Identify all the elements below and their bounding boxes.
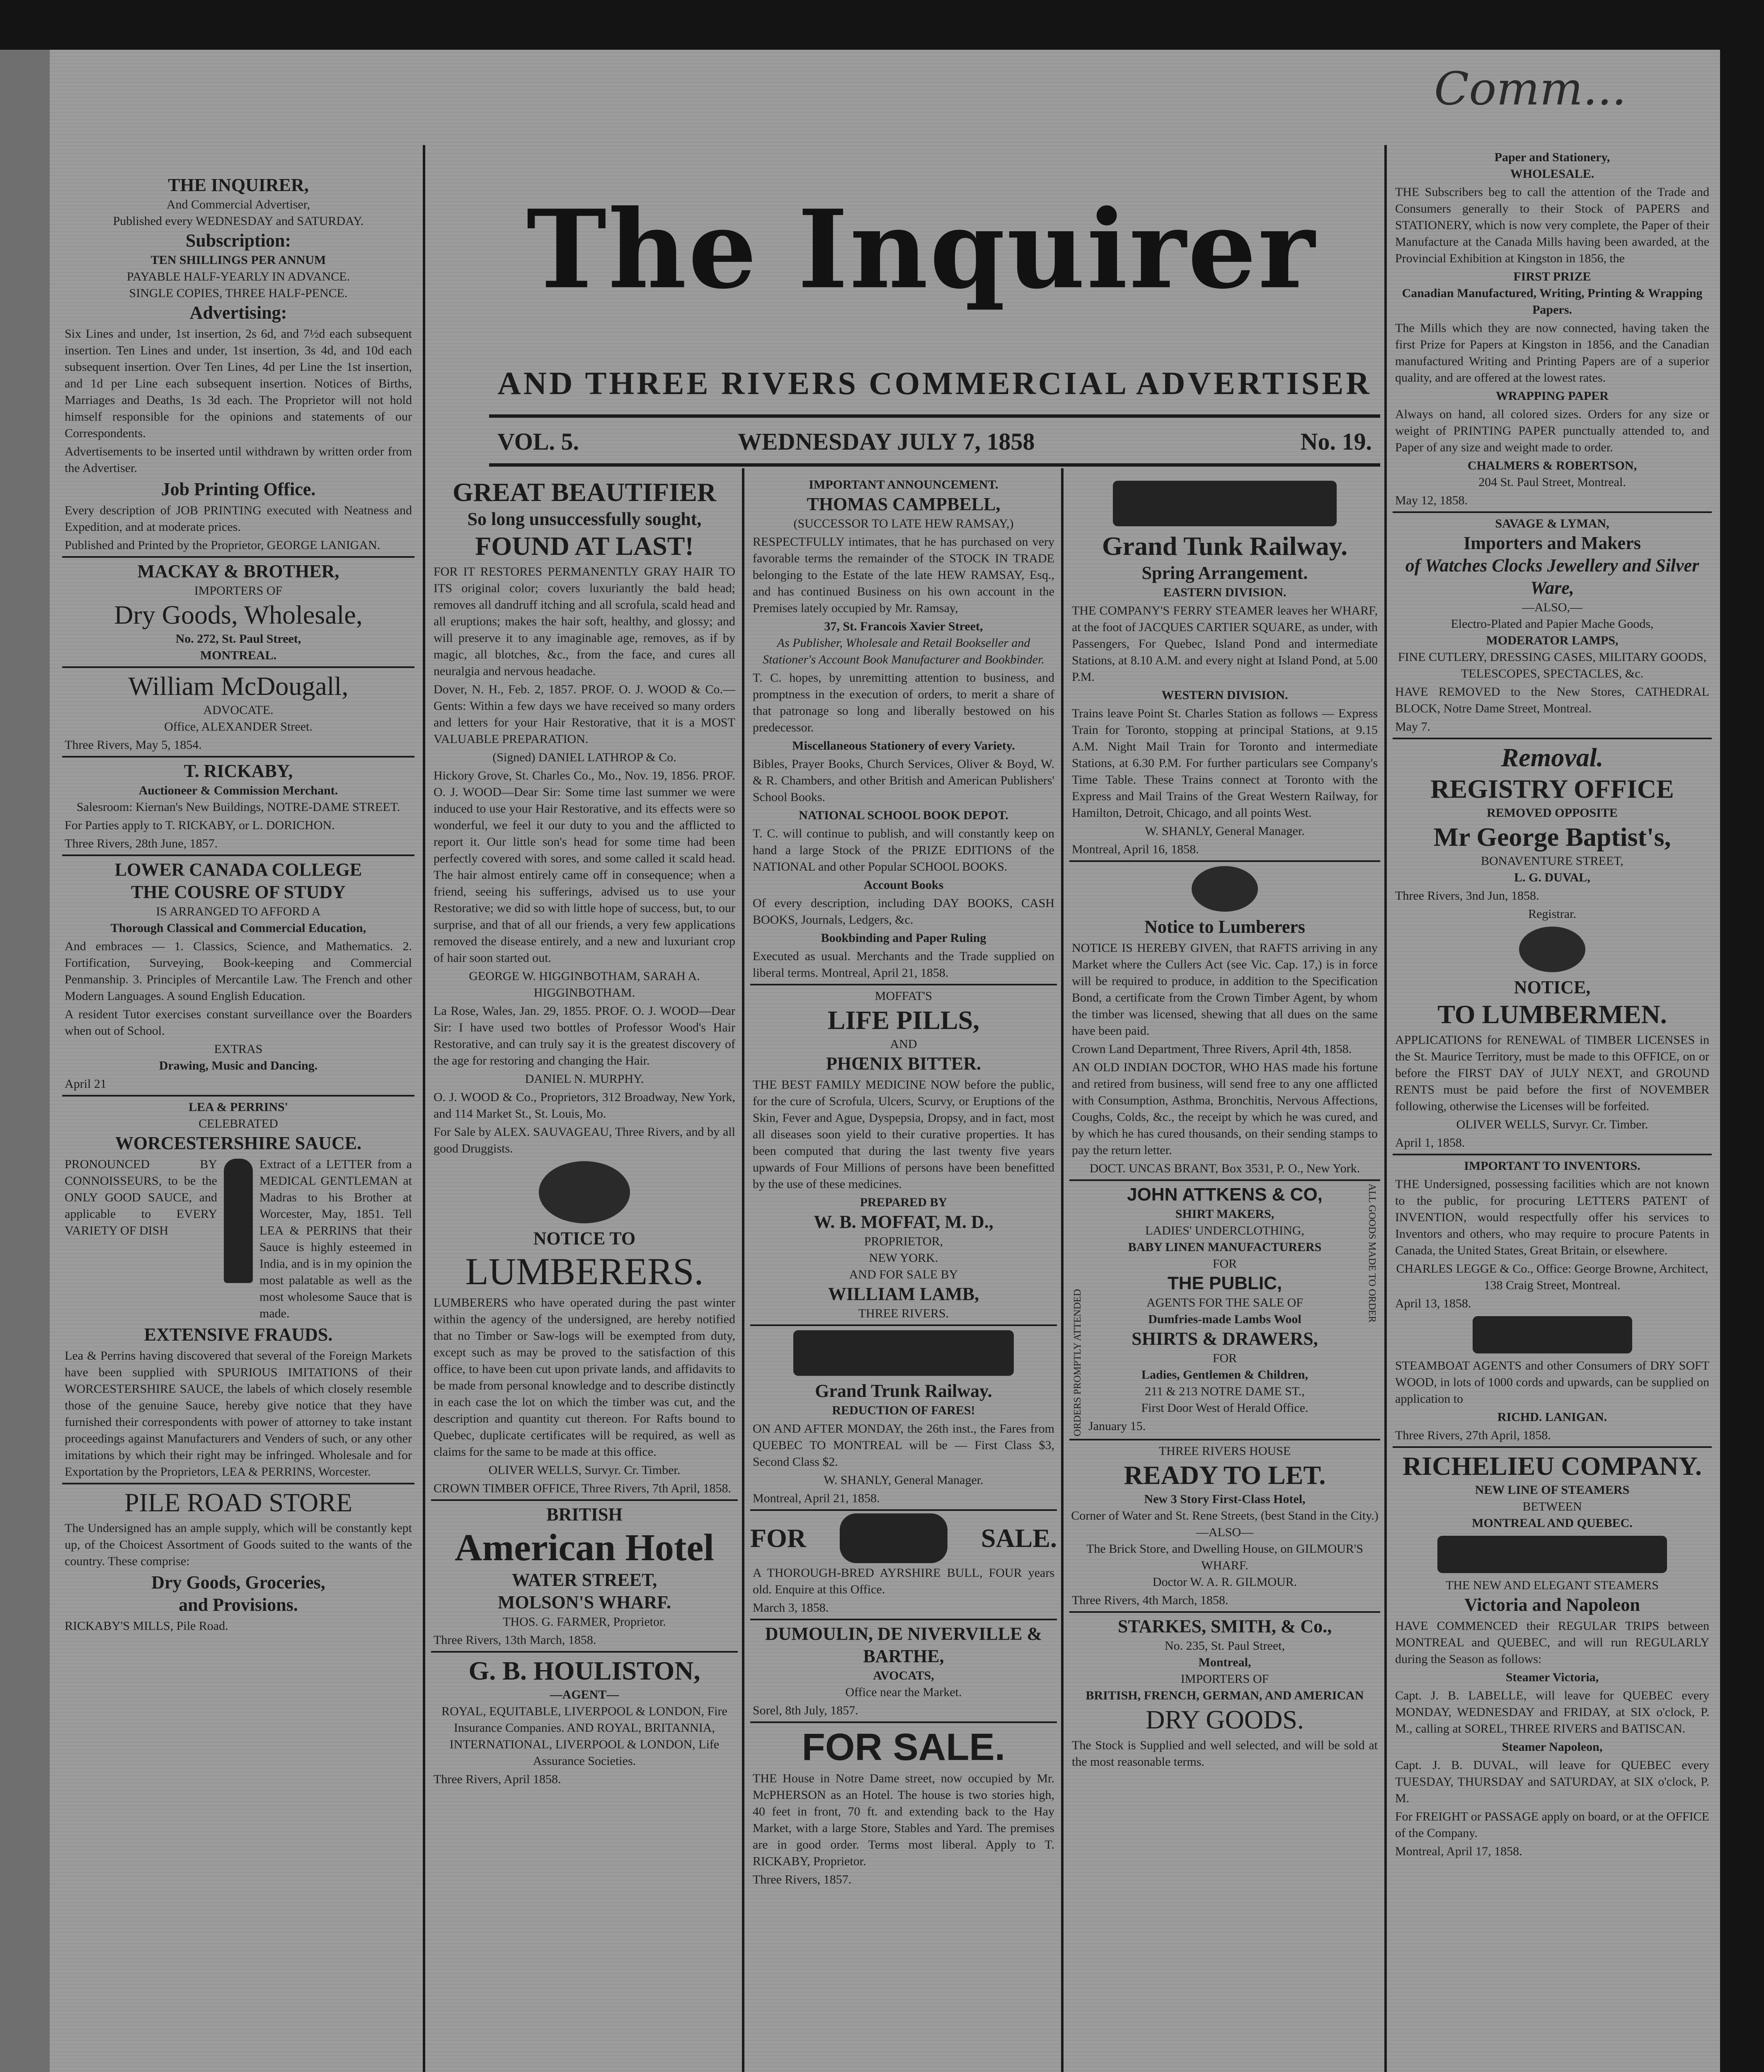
starkes-name: STARKES, SMITH, & Co., <box>1117 1616 1332 1636</box>
gilmour: Doctor W. A. R. GILMOUR. <box>1152 1575 1297 1589</box>
savage-name: SAVAGE & LYMAN, <box>1495 517 1609 530</box>
divider <box>1393 738 1712 739</box>
attkens-shirt-makers: SHIRT MAKERS, <box>1175 1207 1275 1221</box>
campbell-successor: (SUCCESSOR TO LATE HEW RAMSAY,) <box>793 517 1014 530</box>
job-office-text: Every description of JOB PRINTING executed with Neatness and Expedition, and at moderate prices. <box>65 503 412 534</box>
paper-heading: Paper and Stationery, <box>1494 150 1610 164</box>
bookbinding: Bookbinding and Paper Ruling <box>821 931 986 945</box>
gtr-fares: REDUCTION OF FARES! <box>832 1404 975 1417</box>
moffat-and: AND <box>890 1037 917 1051</box>
bull-date: March 3, 1858. <box>753 1601 829 1615</box>
bibles: Bibles, Prayer Books, Church Services, Oliver & Boyd, W. & R. Chambers, and other British and American Publishers' School Books. <box>753 757 1054 804</box>
pile-text: The Undersigned has an ample supply, which will be constantly kept up, of the Choicest Assortment of Goods suited to the wants of the country. These comprise: <box>65 1521 412 1568</box>
sauce-bottle-icon <box>224 1159 253 1283</box>
beautifier-sought: So long unsuccessfully sought, <box>467 509 702 529</box>
advertising-heading: Advertising: <box>189 303 287 323</box>
notice-heading: NOTICE, <box>1514 977 1591 997</box>
starkes-text: The Stock is Supplied and well selected, and will be sold at the most reasonable terms. <box>1072 1738 1378 1769</box>
moffat-proprietor: PROPRIETOR, <box>864 1234 943 1248</box>
issue-date: WEDNESDAY JULY 7, 1858 <box>738 428 1035 455</box>
rickaby-parties: For Parties apply to T. RICKABY, or L. DORICHON. <box>65 818 335 832</box>
announce-heading: IMPORTANT ANNOUNCEMENT. <box>809 478 998 491</box>
mcdougall-name: William McDougall, <box>128 671 349 701</box>
inventors-heading: IMPORTANT TO INVENTORS. <box>1464 1159 1640 1173</box>
lumbermen-text: APPLICATIONS for RENEWAL of TIMBER LICENSES in the St. Maurice Territory, must be made to this OFFICE, on or before the FIRST DAY of JULY NEXT, and GROUND RENTS must be paid before the first of NOVEMBER following, otherwise the Licenses will be forfeited. <box>1395 1033 1709 1113</box>
account-text: Of every description, including DAY BOOKS, CASH BOOKS, Journals, Ledgers, &c. <box>753 896 1054 927</box>
hotel-british: BRITISH <box>546 1504 623 1525</box>
attkens-name: JOHN ATTKENS & CO, <box>1127 1184 1323 1205</box>
mackay-sub: IMPORTERS OF <box>194 584 283 598</box>
college-tutor: A resident Tutor exercises constant surveillance over the Boarders when out of School. <box>65 1007 412 1038</box>
attkens-address-2: First Door West of Herald Office. <box>1141 1401 1308 1415</box>
attkens-date: January 15. <box>1088 1419 1146 1433</box>
western-sign: W. SHANLY, General Manager. <box>1145 824 1305 838</box>
chalmers-address: 204 St. Paul Street, Montreal. <box>1478 475 1626 489</box>
volume: VOL. 5. <box>497 428 579 455</box>
george-baptist: Mr George Baptist's, <box>1433 822 1671 852</box>
attkens-ad <box>1069 1184 1380 1436</box>
lumberers-notice: NOTICE TO <box>533 1228 636 1249</box>
campbell-hopes: T. C. hopes, by unremitting attention to business, and promptness in the execution of orders, to merit a share of that patronage so long and liberally bestowed on his predecessor. <box>753 671 1054 734</box>
locomotive-icon <box>793 1330 1014 1376</box>
beautifier-sign-3: DANIEL N. MURPHY. <box>525 1072 644 1086</box>
divider <box>62 556 414 558</box>
eastern-division: EASTERN DIVISION. <box>1163 586 1287 599</box>
beautifier-letter-2: Hickory Grove, St. Charles Co., Mo., Nov. 19, 1856. PROF. O. J. WOOD—Dear Sir: Some time last summer we were induced to use your Hair Restorative, and its effects were so wonderful, we feel it our duty to you and the afflicted to report it. Our little son's head for some time had been perfectly covered with sores, and some called it scald head. The hair almost entirely came off in consequence; when a friend, seeing his sufferings, advised us to use your Restorative; we did so with little hope of success, but, to our surprise, and that of all our friends, a very few applications removed the disease entirely, and a new and luxuriant crop of hair soon started out. <box>434 769 735 965</box>
inventors-date: April 13, 1858. <box>1395 1297 1471 1310</box>
moderator-lamps: MODERATOR LAMPS, <box>1486 634 1619 647</box>
mills-text: The Mills which they are now connected, having taken the first Prize for Papers at Kingston in 1856, and the Canadian manufactured Writing and Printing Papers are of a superior quality, and are offered at the lowest rates. <box>1395 321 1709 385</box>
college-education: Thorough Classical and Commercial Education, <box>110 921 366 935</box>
subscription-heading: Subscription: <box>185 230 291 251</box>
gtr-sign: W. SHANLY, General Manager. <box>824 1473 984 1487</box>
publication-days: Published every WEDNESDAY and SATURDAY. <box>113 214 364 228</box>
divider <box>1393 511 1712 513</box>
indian-doctor-text: AN OLD INDIAN DOCTOR, WHO HAS made his fortune and retired from business, will send free to any one afflicted with Consumption, Asthma, Bronchitis, Nervous Affections, Coughs, Colds, &c., the receipt by which he was cured, and by which he has cured thousands, on their sending stamps to pay the return letter. <box>1072 1060 1378 1157</box>
lumberers-notice-foot: Crown Land Department, Three Rivers, April 4th, 1858. <box>1072 1042 1352 1056</box>
starkes-importers: IMPORTERS OF <box>1180 1672 1269 1686</box>
perrins-celebrated: CELEBRATED <box>199 1117 278 1130</box>
moffat-sale: AND FOR SALE BY <box>849 1268 958 1281</box>
gtr-text: ON AND AFTER MONDAY, the 26th inst., the Fares from QUEBEC TO MONTREAL will be — First Class $3, Second Class $2. <box>753 1422 1054 1469</box>
divider <box>1393 1154 1712 1155</box>
pile-goods: Dry Goods, Groceries, <box>151 1572 325 1593</box>
advertising-note: Advertisements to be inserted until withdrawn by written order from the Advertiser. <box>65 445 412 475</box>
attkens-for: FOR <box>1212 1257 1237 1271</box>
pile-provisions: and Provisions. <box>179 1595 298 1615</box>
moffat-heading: MOFFAT'S <box>875 989 933 1003</box>
hotel-street: WATER STREET, <box>511 1570 657 1590</box>
paper-header-sub: And Commercial Advertiser, <box>166 198 310 211</box>
attkens-agents: AGENTS FOR THE SALE OF <box>1146 1296 1303 1310</box>
also-line: —ALSO— <box>1196 1525 1254 1539</box>
mcdougall-date: Three Rivers, May 5, 1854. <box>65 738 202 752</box>
college-drawing: Drawing, Music and Dancing. <box>159 1059 318 1072</box>
steamer-victoria: Steamer Victoria, <box>1505 1670 1599 1684</box>
subscription-price: TEN SHILLINGS PER ANNUM <box>150 253 326 267</box>
houliston-companies: ROYAL, EQUITABLE, LIVERPOOL & LONDON, Fire Insurance Companies. AND ROYAL, BRITANNIA, INTERNATIONAL, LIVERPOOL & LONDON, Life Assurance Societies. <box>441 1704 727 1768</box>
attkens-underclothing: LADIES' UNDERCLOTHING, <box>1145 1224 1304 1237</box>
steamboat-sign: RICHD. LANIGAN. <box>1497 1410 1607 1424</box>
gtr-heading: Grand Trunk Railway. <box>815 1381 992 1401</box>
houliston-agent: —AGENT— <box>550 1688 619 1702</box>
three-rivers-house: THREE RIVERS HOUSE <box>1158 1444 1291 1458</box>
removed-text: HAVE REMOVED to the New Stores, CATHEDRAL BLOCK, Notre Dame Street, Montreal. <box>1395 685 1709 715</box>
first-prize: FIRST PRIZE <box>1513 270 1591 283</box>
column-1 <box>62 174 414 2072</box>
rickaby-trade: Auctioneer & Commission Merchant. <box>138 784 338 797</box>
misc-stationery: Miscellaneous Stationery of every Variety. <box>792 739 1015 753</box>
pile-foot: RICKABY'S MILLS, Pile Road. <box>65 1619 228 1633</box>
dateline <box>489 414 1380 467</box>
richelieu-date: Montreal, April 17, 1858. <box>1395 1844 1522 1858</box>
column-5 <box>1393 149 1712 2072</box>
western-text: Trains leave Point St. Charles Station as follows — Express Train for Toronto, stopping at principal Stations, at 9.15 A.M. Night Mail Train for Toronto and intermediate Stations, at 6.30 P.M. For further particulars see Company's Time Table. These Trains connect at Toronto with the Express and Mail Trains of the Great Western Railway, for Hamilton, Detroit, Chicago, and all points West. <box>1072 707 1378 820</box>
beautifier-heading: GREAT BEAUTIFIER <box>453 477 716 507</box>
beautifier-found: FOUND AT LAST! <box>475 531 694 561</box>
beautifier-text: FOR IT RESTORES PERMANENTLY GRAY HAIR TO ITS original color; covers luxuriantly the bald head; removes all dandruff itching and all scrofula, scald head and all eruptions; makes the hair soft, healthy, and glossy; and will preserve it to any imaginable age, removes, as if by magic, all blotches, &c., from the face, and cures all neuralgia and nervous headache. <box>434 565 735 678</box>
moffat-text: THE BEST FAMILY MEDICINE NOW before the public, for the cure of Scrofula, Ulcers, Scurvy, or Eruptions of the Skin, Fever and Ague, Dyspepsia, Dropsy, and in fact, most all diseases soon yield to their curative properties. It has been computed that during the last twenty five years upwards of Four Millions of persons have been benefitted by the use of these medicines. <box>753 1078 1054 1191</box>
also-line: —ALSO,— <box>1522 600 1582 614</box>
perrins-frauds: EXTENSIVE FRAUDS. <box>144 1324 333 1345</box>
canadian-papers: Canadian Manufactured, Writing, Printing & Wrapping Papers. <box>1402 286 1703 317</box>
mcdougall-title: ADVOCATE. <box>203 703 274 717</box>
adjacent-page-edge <box>0 50 50 2072</box>
pile-road-store: PILE ROAD STORE <box>124 1488 352 1517</box>
richelieu-text: HAVE COMMENCED their REGULAR TRIPS between MONTREAL and QUEBEC, and will run REGULARLY during the Season as follows: <box>1395 1619 1709 1666</box>
attkens-public: THE PUBLIC, <box>1167 1273 1282 1293</box>
crest-icon <box>1192 866 1258 912</box>
newspaper-page <box>50 50 1720 2072</box>
hotel-proprietor: THOS. G. FARMER, Proprietor. <box>503 1615 666 1629</box>
campbell-address: 37, St. Francois Xavier Street, <box>824 620 983 633</box>
attkens-body <box>1086 1184 1364 1436</box>
between: BETWEEN <box>1522 1500 1582 1513</box>
attkens-vertical-right: ALL GOODS MADE TO ORDER <box>1367 1184 1377 1323</box>
mackay-dry-goods: Dry Goods, Wholesale, <box>114 600 363 629</box>
fine-cutlery: FINE CUTLERY, DRESSING CASES, MILITARY GOODS, TELESCOPES, SPECTACLES, &c. <box>1398 650 1707 680</box>
dry-goods-heading: DRY GOODS. <box>1146 1705 1304 1734</box>
perrins-letter: Extract of a LETTER from a MEDICAL GENTLEMAN at Madras to his Brother at Worcester, May, 1851. Tell LEA & PERRINS that their Sauce is highly esteemed in India, and is in my opinion the most palatable as well as the most wholesome Sauce that is made. <box>259 1157 412 1320</box>
divider <box>431 1499 738 1501</box>
campbell-name: THOMAS CAMPBELL, <box>807 494 1001 514</box>
spring-arrangement: Spring Arrangement. <box>1141 563 1308 583</box>
college-heading: LOWER CANADA COLLEGE <box>114 859 362 880</box>
divider <box>1069 1439 1380 1440</box>
column-2 <box>431 477 738 2072</box>
chalmers-date: May 12, 1858. <box>1395 494 1468 507</box>
for-sale-text: THE House in Notre Dame street, now occupied by Mr. McPHERSON as an Hotel. The house is two stories high, 40 feet in front, 70 ft. and extending back to the Hay Market, with a large Store, Stables and Yard. The premises are in good order. Terms most liberal. Apply to T. RICKABY, Proprietor. <box>753 1772 1054 1868</box>
wholesale-label: WHOLESALE. <box>1510 167 1594 181</box>
account-books: Account Books <box>863 878 944 892</box>
lumbermen-date: April 1, 1858. <box>1395 1136 1465 1150</box>
moffat-ny: NEW YORK. <box>869 1251 938 1265</box>
hotel-date: Three Rivers, 13th March, 1858. <box>434 1633 596 1647</box>
moffat-seller: WILLIAM LAMB, <box>828 1284 979 1304</box>
moffat-name: W. B. MOFFAT, M. D., <box>814 1212 993 1232</box>
perrins-pronounced: PRONOUNCED BY CONNOISSEURS, to be the ONLY GOOD SAUCE, and applicable to EVERY VARIETY OF DISH <box>65 1157 217 1237</box>
hotel-corner: Corner of Water and St. Rene Streets, (best Stand in the City.) <box>1071 1509 1379 1523</box>
beautifier-letter-3: La Rose, Wales, Jan. 29, 1855. PROF. O. J. WOOD—Dear Sir: I have used two bottles of Professor Wood's Hair Restorative, and can truly say it is the greatest discovery of the age for restoring and changing the Hair. <box>434 1004 735 1067</box>
lumberers-notice-heading: Notice to Lumberers <box>1144 917 1305 937</box>
divider <box>1069 860 1380 862</box>
removed-opposite: REMOVED OPPOSITE <box>1487 806 1618 820</box>
sale-label: SALE. <box>981 1523 1057 1553</box>
column-4 <box>1069 477 1380 2072</box>
ready-to-let: READY TO LET. <box>1124 1460 1326 1490</box>
eastern-text: THE COMPANY'S FERRY STEAMER leaves her WHARF, at the foot of JACQUES CARTIER SQUARE, as under, with Passengers, For Quebec, Island Pond and intermediate Stations, at 8.10 A.M. and every night at Island Pond, at 5.00 P.M. <box>1072 604 1378 684</box>
college-course: THE COUSRE OF STUDY <box>131 882 346 902</box>
victoria-napoleon: Victoria and Napoleon <box>1464 1595 1640 1615</box>
school-book-depot: NATIONAL SCHOOL BOOK DEPOT. <box>799 808 1008 822</box>
brick-store: The Brick Store, and Dwelling House, on GILMOUR'S WHARF. <box>1086 1542 1363 1572</box>
divider <box>1393 1446 1712 1448</box>
for-label: FOR <box>750 1523 807 1553</box>
moffat-city: THREE RIVERS. <box>858 1307 949 1320</box>
beautifier-sign-2: GEORGE W. HIGGINBOTHAM, SARAH A. HIGGINBOTHAM. <box>469 969 700 1000</box>
beautifier-sale: For Sale by ALEX. SAUVAGEAU, Three Rivers, and by all good Druggists. <box>434 1125 735 1155</box>
advertising-rates: Six Lines and under, 1st insertion, 2s 6d, and 7½d each subsequent insertion. Ten Lines and under, 1st insertion, 3s 4d, and 10d each subsequent insertion. Over Ten Lines, 4d per Line the 1st insertion, and 1d per Line each subsequent insertion. Notices of Births, Marriages and Deaths, 1s 3d each. The Proprietor will not hold himself responsible for the opinions and statements of our Correspondents. <box>65 327 412 440</box>
divider <box>750 1509 1057 1511</box>
perrins-heading: LEA & PERRINS' <box>188 1100 288 1114</box>
divider <box>750 984 1057 985</box>
college-subjects: And embraces — 1. Classics, Science, and Mathematics. 2. Fortification, Surveying, Book-keeping and Commercial Penmanship. 3. Principles of Mercantile Law. The French and other Modern Languages. A sound English Education. <box>65 939 412 1003</box>
column-rule <box>423 145 425 2072</box>
victoria-text: Capt. J. B. LABELLE, will leave for QUEBEC every MONDAY, WEDNESDAY and FRIDAY, at SIX o'clock, P. M., calling at SOREL, THREE RIVERS and BATISCAN. <box>1395 1689 1709 1736</box>
column-3 <box>750 477 1057 2072</box>
starkes-goods: BRITISH, FRENCH, GERMAN, AND AMERICAN <box>1086 1689 1364 1702</box>
savage-date: May 7. <box>1395 720 1430 733</box>
crest-icon <box>1519 927 1585 972</box>
dumoulin-firm: DUMOULIN, DE NIVERVILLE & BARTHE, <box>765 1624 1042 1666</box>
gtr-date: Montreal, April 21, 1858. <box>753 1491 880 1505</box>
to-lumbermen: TO LUMBERMEN. <box>1437 1000 1667 1029</box>
hotel-description: New 3 Story First-Class Hotel, <box>1144 1492 1306 1506</box>
attkens-dumfries: Dumfries-made Lambs Wool <box>1148 1312 1301 1326</box>
for-sale-heading: FOR SALE. <box>802 1726 1006 1768</box>
attkens-shirts: SHIRTS & DRAWERS, <box>1132 1329 1318 1349</box>
college-date: April 21 <box>65 1077 107 1091</box>
depot-text: T. C. will continue to publish, and will constantly keep on hand a large Stock of the PRIZE EDITIONS of the NATIONAL and other Popular SCHOOL BOOKS. <box>753 827 1054 874</box>
moffat-phoenix: PHŒNIX BITTER. <box>826 1053 981 1074</box>
moffat-life-pills: LIFE PILLS, <box>827 1005 980 1035</box>
perrins-text: Lea & Perrins having discovered that several of the Foreign Markets have been supplied with SPURIOUS IMITATIONS of their WORCESTERSHIRE SAUCE, the labels of which closely resemble those of the genuine Sauce, hereby give notice that they have furnished their correspondents with power of attorney to take instant proceedings against Manufacturers and Venders of such, or any other imitations by which their right may be infringed. Wholesale and for Exportation by the Proprietors, LEA & PERRINS, Worcester. <box>65 1349 412 1479</box>
chalmers-name: CHALMERS & ROBERTSON, <box>1467 459 1637 472</box>
new-line: NEW LINE OF STEAMERS <box>1475 1483 1630 1497</box>
electro-plated: Electro-Plated and Papier Mache Goods, <box>1451 617 1654 631</box>
steamboat-date: Three Rivers, 27th April, 1858. <box>1395 1428 1551 1442</box>
train-engraving-icon <box>1113 481 1337 526</box>
rickaby-date: Three Rivers, 28th June, 1857. <box>65 837 218 850</box>
western-division: WESTERN DIVISION. <box>1161 688 1288 702</box>
grand-trunk-heading: Grand Tunk Railway. <box>1102 531 1348 561</box>
masthead-title: The Inquirer <box>526 186 1317 313</box>
starkes-city: Montreal, <box>1198 1656 1251 1669</box>
royal-arms-icon <box>539 1161 630 1223</box>
issue-number: No. 19. <box>1300 428 1372 455</box>
job-office-heading: Job Printing Office. <box>161 479 316 499</box>
steamboat-text: STEAMBOAT AGENTS and other Consumers of DRY SOFT WOOD, in lots of 1000 cords and upwards, can be supplied on application to <box>1395 1359 1709 1406</box>
lumberers-heading: LUMBERERS. <box>465 1250 704 1293</box>
bull-sale-header <box>750 1513 1057 1563</box>
attkens-vertical-left: ORDERS PROMPTLY ATTENDED <box>1072 1289 1083 1436</box>
gilmour-date: Three Rivers, 4th March, 1858. <box>1072 1593 1228 1607</box>
bull-icon <box>840 1513 947 1563</box>
inventors-text: THE Undersigned, possessing facilities which are not known to the public, for procuring LETTERS PATENT of INVENTION, would respectfully offer his services to Inventors and others, who may require to procure Patents in Canada, the United States, Great Britain, or elsewhere. <box>1395 1177 1709 1257</box>
duval-date: Three Rivers, 3nd Jun, 1858. <box>1395 889 1539 903</box>
american-hotel: American Hotel <box>455 1526 714 1569</box>
divider <box>62 756 414 758</box>
watches-line: of Watches Clocks Jewellery and Silver Ware, <box>1405 555 1699 598</box>
inventors-sign: CHARLES LEGGE & Co., Office: George Browne, Architect, 138 Craig Street, Montreal. <box>1396 1262 1708 1292</box>
divider <box>750 1324 1057 1326</box>
starkes-address: No. 235, St. Paul Street, <box>1165 1639 1285 1653</box>
avocats: AVOCATS, <box>873 1669 934 1682</box>
paper-text: THE Subscribers beg to call the attention of the Trade and Consumers generally to their Stock of PAPERS and STATIONERY, which is now very complete, the Paper of their Manufacture at the Canada Mills having been awarded, at the Provincial Exhibition at Kingston in 1856, the <box>1395 185 1709 265</box>
handwritten-annotation: Comm... <box>1434 62 1626 112</box>
western-date: Montreal, April 16, 1858. <box>1072 842 1199 856</box>
mackay-address: No. 272, St. Paul Street, <box>175 632 301 646</box>
lumberers-text: LUMBERERS who have operated during the past winter within the agency of the undersigned, are hereby notified that no Timber or Saw-logs will be exempted from duty, except such as may be proved to the satisfaction of this office, to have been cut upon private lands, and affidavits to be made from personal knowledge and to describe distinctly in each case the lot on which the timber was cut, and the description and quantity cut thereon. For Rafts bound to Quebec, duplicate certificates will be required, as well as claims for the same to be made at this office. <box>434 1296 735 1459</box>
college-extras: EXTRAS <box>214 1042 263 1056</box>
publisher-line: Published and Printed by the Proprietor, GEORGE LANIGAN. <box>65 538 380 552</box>
office-near-market: Office near the Market. <box>845 1685 962 1699</box>
steamboat-icon <box>1473 1316 1632 1353</box>
houliston-name: G. B. HOULISTON, <box>468 1656 700 1685</box>
column-rule <box>742 468 744 2072</box>
column-rule <box>1384 145 1387 2072</box>
steamer-icon <box>1437 1536 1667 1573</box>
registrar: Registrar. <box>1528 907 1576 921</box>
mcdougall-address: Office, ALEXANDER Street. <box>164 720 313 733</box>
bonaventure-street: BONAVENTURE STREET, <box>1481 854 1623 868</box>
divider <box>62 1095 414 1097</box>
mackay-heading: MACKAY & BROTHER, <box>137 561 339 581</box>
divider <box>1069 1611 1380 1613</box>
bull-text: A THOROUGH-BRED AYRSHIRE BULL, FOUR years old. Enquire at this Office. <box>753 1566 1054 1596</box>
single-copies: SINGLE COPIES, THREE HALF-PENCE. <box>129 286 348 300</box>
lumberers-sign: OLIVER WELLS, Survyr. Cr. Timber. <box>488 1463 681 1477</box>
divider <box>1069 1179 1380 1181</box>
campbell-text: RESPECTFULLY intimates, that he has purchased on very favorable terms the remainder of the STOCK IN TRADE belonging to the Estate of the late HEW RAMSAY, Esq., and has continued Business on his own account in the Premises lately occupied by Mr. Ramsay, <box>753 535 1054 615</box>
importers-makers: Importers and Makers <box>1464 533 1641 553</box>
divider <box>750 1619 1057 1620</box>
lumbermen-sign: OLIVER WELLS, Survyr. Cr. Timber. <box>1456 1118 1648 1131</box>
new-steamers: THE NEW AND ELEGANT STEAMERS <box>1446 1578 1659 1592</box>
column-rule <box>1061 468 1064 2072</box>
montreal-quebec: MONTREAL AND QUEBEC. <box>1472 1516 1633 1530</box>
richelieu-company: RICHELIEU COMPANY. <box>1403 1451 1702 1481</box>
attkens-for-2: FOR <box>1212 1351 1237 1365</box>
perrins-body <box>62 1155 414 1324</box>
divider <box>62 1483 414 1484</box>
houliston-date: Three Rivers, April 1858. <box>434 1772 561 1786</box>
divider <box>431 1651 738 1653</box>
duval-name: L. G. DUVAL, <box>1514 871 1590 884</box>
lumberers-notice-text: NOTICE IS HEREBY GIVEN, that RAFTS arriving in any Market where the Cullers Act (see Vic. Cap. 17,) is in force will be required to produce, in addition to the Specification Bond, a certificate from the Crown Timber Agent, by whom the timber was licensed, shewing that all dues on the same have been paid. <box>1072 941 1378 1038</box>
napoleon-text: Capt. J. B. DUVAL, will leave for QUEBEC every TUESDAY, THURSDAY and SATURDAY, at SIX o'clock, P. M. <box>1395 1758 1709 1805</box>
bookbinding-text: Executed as usual. Merchants and the Trade supplied on liberal terms. Montreal, April 21, 1858. <box>753 949 1054 980</box>
attkens-address: 211 & 213 NOTRE DAME ST., <box>1145 1385 1305 1398</box>
for-sale-date: Three Rivers, 1857. <box>753 1873 852 1886</box>
divider <box>62 666 414 668</box>
indian-doctor-sign: DOCT. UNCAS BRANT, Box 3531, P. O., New York. <box>1089 1162 1360 1175</box>
divider <box>62 854 414 856</box>
lumberers-office: CROWN TIMBER OFFICE, Three Rivers, 7th April, 1858. <box>434 1481 732 1495</box>
richelieu-foot: For FREIGHT or PASSAGE apply on board, or at the OFFICE of the Company. <box>1395 1810 1709 1840</box>
beautifier-agents: O. J. WOOD & Co., Proprietors, 312 Broadway, New York, and 114 Market St., St. Louis, Mo. <box>434 1090 735 1121</box>
attkens-baby-linen: BABY LINEN MANUFACTURERS <box>1128 1240 1322 1254</box>
campbell-trade: As Publisher, Wholesale and Retail Bookseller and Stationer's Account Book Manufacturer and Bookbinder. <box>763 636 1044 666</box>
rickaby-heading: T. RICKABY, <box>184 761 293 781</box>
subscription-terms: PAYABLE HALF-YEARLY IN ADVANCE. <box>126 270 350 283</box>
college-arranged: IS ARRANGED TO AFFORD A <box>156 905 321 918</box>
perrins-sauce: WORCESTERSHIRE SAUCE. <box>115 1133 362 1153</box>
hotel-wharf: MOLSON'S WHARF. <box>497 1592 671 1612</box>
sorel-date: Sorel, 8th July, 1857. <box>753 1704 858 1717</box>
divider <box>750 1721 1057 1723</box>
wrapping-paper: WRAPPING PAPER <box>1496 389 1609 403</box>
beautifier-sign-1: (Signed) DANIEL LATHROP & Co. <box>492 750 676 764</box>
registry-office: REGISTRY OFFICE <box>1430 774 1674 804</box>
moffat-prepared: PREPARED BY <box>860 1196 947 1209</box>
wrapping-text: Always on hand, all colored sizes. Orders for any size or weight of PRINTING PAPER punctually attended to, and Paper of any size and weight made to order. <box>1395 407 1709 454</box>
beautifier-letter-1: Dover, N. H., Feb. 2, 1857. PROF. O. J. WOOD & Co.—Gents: Within a few days we have received so many orders and letters for your Hair Restorative, that it is a MOST VALUABLE PREPARATION. <box>434 683 735 746</box>
removal-heading: Removal. <box>1501 743 1604 772</box>
rickaby-address: Salesroom: Kiernan's New Buildings, NOTRE-DAME STREET. <box>76 800 400 814</box>
attkens-ladies: Ladies, Gentlemen & Children, <box>1141 1368 1308 1382</box>
steamer-napoleon: Steamer Napoleon, <box>1502 1740 1603 1754</box>
paper-header: THE INQUIRER, <box>168 175 309 195</box>
masthead-subtitle: AND THREE RIVERS COMMERCIAL ADVERTISER <box>497 365 1372 401</box>
mackay-city: MONTREAL. <box>200 649 277 662</box>
